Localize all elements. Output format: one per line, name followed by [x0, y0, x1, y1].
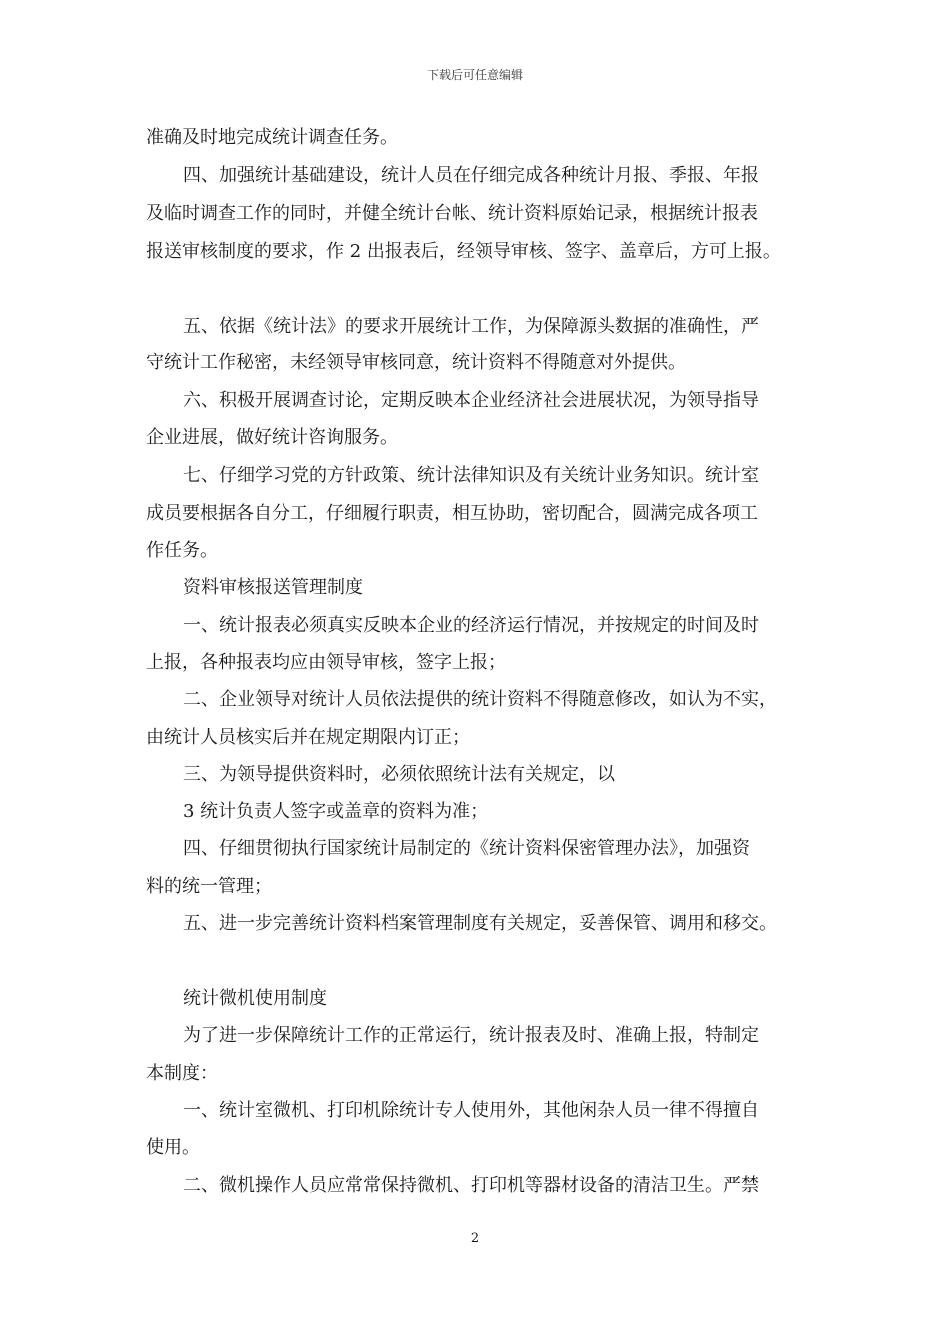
text-line: 守统计工作秘密，未经领导审核同意，统计资料不得随意对外提供。 — [146, 352, 686, 373]
text-line: 料的统一管理； — [146, 876, 272, 897]
text-line: 七、仔细学习党的方针政策、统计法律知识及有关统计业务知识。统计室 — [183, 465, 759, 486]
text-line: 为了进一步保障统计工作的正常运行，统计报表及时、准确上报，特制定 — [183, 1025, 759, 1046]
text-line: 作任务。 — [146, 540, 218, 561]
text-line: 成员要根据各自分工，仔细履行职责，相互协助，密切配合，圆满完成各项工 — [146, 503, 758, 524]
text-line: 一、统计报表必须真实反映本企业的经济运行情况，并按规定的时间及时 — [183, 615, 759, 636]
text-line: 3 统计负责人签字或盖章的资料为准； — [183, 801, 489, 822]
text-line: 四、加强统计基础建设，统计人员在仔细完成各种统计月报、季报、年报 — [183, 165, 759, 186]
text-line: 准确及时地完成统计调查任务。 — [146, 127, 398, 148]
text-line: 三、为领导提供资料时，必须依照统计法有关规定，以 — [183, 764, 615, 785]
page-header-note: 下载后可任意编辑 — [426, 68, 523, 82]
text-line: 及临时调查工作的同时，并健全统计台帐、统计资料原始记录，根据统计报表 — [146, 203, 758, 224]
text-line: 由统计人员核实后并在规定期限内订正； — [146, 727, 470, 748]
text-line: 企业进展，做好统计咨询服务。 — [146, 427, 398, 448]
text-line: 五、进一步完善统计资料档案管理制度有关规定，妥善保管、调用和移交。 — [183, 913, 777, 934]
section-title: 资料审核报送管理制度 — [183, 577, 363, 598]
text-line: 一、统计室微机、打印机除统计专人使用外，其他闲杂人员一律不得擅自 — [183, 1100, 759, 1121]
text-line: 二、微机操作人员应常常保持微机、打印机等器材设备的清洁卫生。严禁 — [183, 1175, 759, 1196]
text-line: 六、积极开展调查讨论，定期反映本企业经济社会进展状况，为领导指导 — [183, 390, 759, 411]
text-line: 报送审核制度的要求，作 2 出报表后，经领导审核、签字、盖章后，方可上报。 — [146, 241, 781, 262]
text-line: 本制度： — [146, 1063, 218, 1084]
text-line: 四、仔细贯彻执行国家统计局制定的《统计资料保密管理办法》，加强资 — [183, 838, 750, 859]
text-line: 上报，各种报表均应由领导审核，签字上报； — [146, 652, 506, 673]
page-number: 2 — [470, 1231, 480, 1246]
text-line: 二、企业领导对统计人员依法提供的统计资料不得随意修改，如认为不实， — [183, 689, 777, 710]
section-title: 统计微机使用制度 — [183, 988, 327, 1009]
text-line: 五、依据《统计法》的要求开展统计工作，为保障源头数据的准确性，严 — [183, 316, 759, 337]
text-line: 使用。 — [146, 1137, 200, 1158]
